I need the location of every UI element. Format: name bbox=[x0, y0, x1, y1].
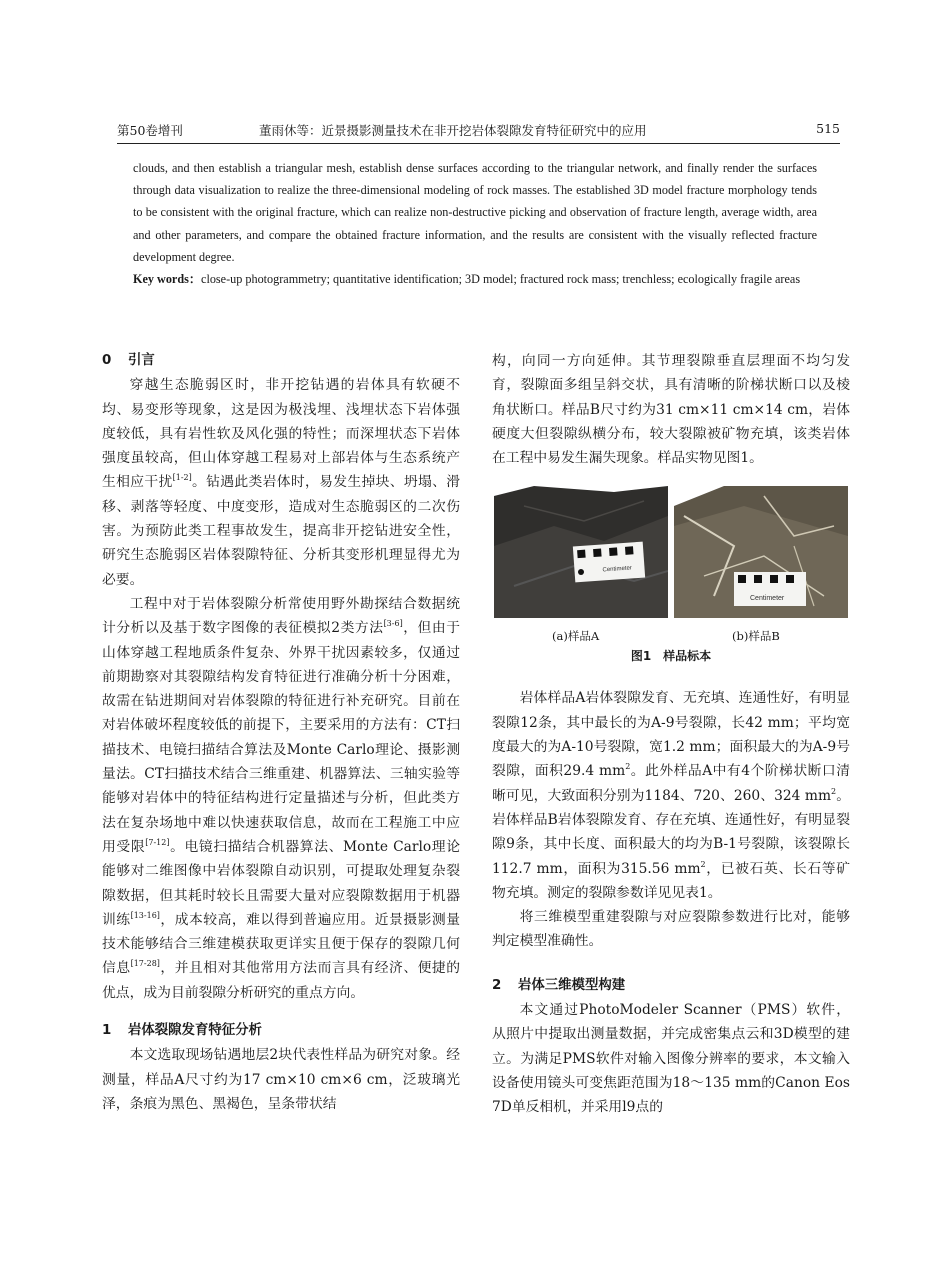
sample-a-photo bbox=[494, 486, 668, 618]
paragraph: 工程中对于岩体裂隙分析常使用野外勘探结合数据统计分析以及基于数字图像的表征模拟2类方法[3-6]，但由于山体穿越工程地质条件复杂、外界干扰因素较多，仅通过前期勘察对其裂隙结构发育特征进行准确分析十分困难，故需在钻进期间对岩体裂隙的特征进行补充研究。目前在对岩体破坏程度较低的前提下，主要采用的方法有：CT扫描技术、电镜扫描结合算法及Monte Carlo理论、摄影测量法。CT扫描技术结合三维重建、机器算法、三轴实验等能够对岩体中的特征结构进行定量描述与分析，但此类方法在复杂场地中难以快速获取信息，故而在工程施工中应用受限[7-12]。电镜扫描结合机器算法、Monte Carlo理论能够对二维图像中岩体裂隙自动识别，可提取处理复杂裂隙数据，但其耗时较长且需要大量对应裂隙数据用于机器训练[13-16]，成本较高，难以得到普遍应用。近景摄影测量技术能够结合三维建模获取更详实且便于保存的裂隙几何信息[17-28]，并且相对其他常用方法而言具有经济、便捷的优点，成为目前裂隙分析研究的重点方向。 bbox=[102, 595, 461, 1001]
sample-b-photo bbox=[674, 486, 848, 618]
paragraph: 岩体样品A岩体裂隙发育、无充填、连通性好，有明显裂隙12条，其中最长的为A-9号裂隙，长42 mm；平均宽度最大的为A-10号裂隙，宽1.2 mm；面积最大的为A-9号裂隙，面积29.4 $mm^2$。此外样品A中有4个阶梯状断口清晰可见，大致面积分别为1184、720、260、324 $mm^2$。岩体样品B岩体裂隙发育、存在充填、连通性好，有明显裂隙9条，其中长度、面积最大的均为B-1号裂隙，该裂隙长112.7 mm，面积为315.56 $mm^2$，已被石英、长石等矿物充填。测定的裂隙参数详见见表1。 bbox=[492, 690, 851, 901]
english-abstract bbox=[133, 157, 817, 290]
running-title: 董雨休等：近景摄影测量技术在非开挖岩体裂隙发育特征研究中的应用 bbox=[259, 123, 647, 138]
citation: [1-2] bbox=[172, 473, 192, 483]
right-column bbox=[492, 349, 850, 1120]
figure-caption: 图1 样品标本 bbox=[630, 649, 712, 664]
journal-volume: 第50卷增刊 bbox=[117, 123, 183, 138]
left-column bbox=[102, 349, 460, 1116]
section-1-heading: 1 岩体裂隙发育特征分析 bbox=[102, 1023, 262, 1039]
subcaption-a: (a)样品A bbox=[552, 629, 600, 644]
paragraph: 穿越生态脆弱区时，非开挖钻遇的岩体具有软硬不均、易变形等现象，这是因为极浅埋、浅埋状态下岩体强度较低，具有岩性软及风化强的特性；而深埋状态下岩体强度虽较高，但山体穿越工程易对上部岩体与生态系统产生相应干扰[1-2]。钻遇此类岩体时，易发生掉块、坍塌、滑移、剥落等轻度、中度变形，造成对生态脆弱区的二次伤害。为预防此类工程事故发生，提高非开挖钻进安全性，研究生态脆弱区岩体裂隙特征、分析其变形机理显得尤为必要。 bbox=[102, 377, 461, 588]
keywords-label: Key words： bbox=[133, 272, 202, 287]
abstract-text: clouds, and then establish a triangular mesh, establish dense surfaces according to the triangular network, and finally render the surfaces through data visualization to realize the three-dimensional modeling of rock masses. The established 3D model fracture morphology tends to be consistent with the original fracture, which can realize non-destructive picking and observation of fracture length, average width, area and other parameters, and compare the obtained fracture information, and the results are consistent with the visually reflected fracture development degree. bbox=[133, 161, 817, 264]
keywords-text: close-up photogrammetry; quantitative identification; 3D model; fractured rock mass; trenchless; ecologically fragile areas bbox=[201, 272, 801, 287]
figure-1 bbox=[492, 486, 850, 686]
citation: [13-16] bbox=[130, 910, 160, 920]
paragraph: 本文通过PhotoModeler Scanner（PMS）软件，从照片中提取出测量数据，并完成密集点云和3D模型的建立。为满足PMS软件对输入图像分辨率的要求，本文输入设备使用镜头可变焦距范围为18～135 mm的Canon Eos 7D单反相机，并采用l9点的 bbox=[492, 1002, 850, 1116]
citation: [3-6] bbox=[383, 619, 403, 629]
section-2-heading: 2 岩体三维模型构建 bbox=[492, 977, 626, 993]
paragraph: 本文选取现场钻遇地层2块代表性样品为研究对象。经测量，样品A尺寸约为17 cm×10 cm×6 cm，泛玻璃光泽，条痕为黑色、黑褐色，呈条带状结 bbox=[102, 1047, 460, 1112]
paragraph-continued: 构，向同一方向延伸。其节理裂隙垂直层理面不均匀发育，裂隙面多组呈斜交状，具有清晰的阶梯状断口以及棱角状断口。样品B尺寸约为31 cm×11 cm×14 cm，岩体硬度大但裂隙纵横分布，较大裂隙被矿物充填，该类岩体在工程中易发生漏失现象。样品实物见图1。 bbox=[492, 353, 850, 467]
running-header bbox=[117, 121, 840, 144]
citation: [7-12] bbox=[145, 837, 170, 847]
paragraph: 将三维模型重建裂隙与对应裂隙参数进行比对，能够判定模型准确性。 bbox=[492, 909, 850, 950]
scale-label: Centimeter bbox=[602, 565, 633, 574]
scale-label: Centimeter bbox=[750, 595, 785, 603]
section-0-heading: 0 引言 bbox=[102, 353, 155, 368]
keywords bbox=[133, 268, 817, 290]
subcaption-b: (b)样品B bbox=[732, 629, 780, 644]
citation: [17-28] bbox=[130, 959, 160, 969]
page-number: 515 bbox=[816, 121, 840, 136]
